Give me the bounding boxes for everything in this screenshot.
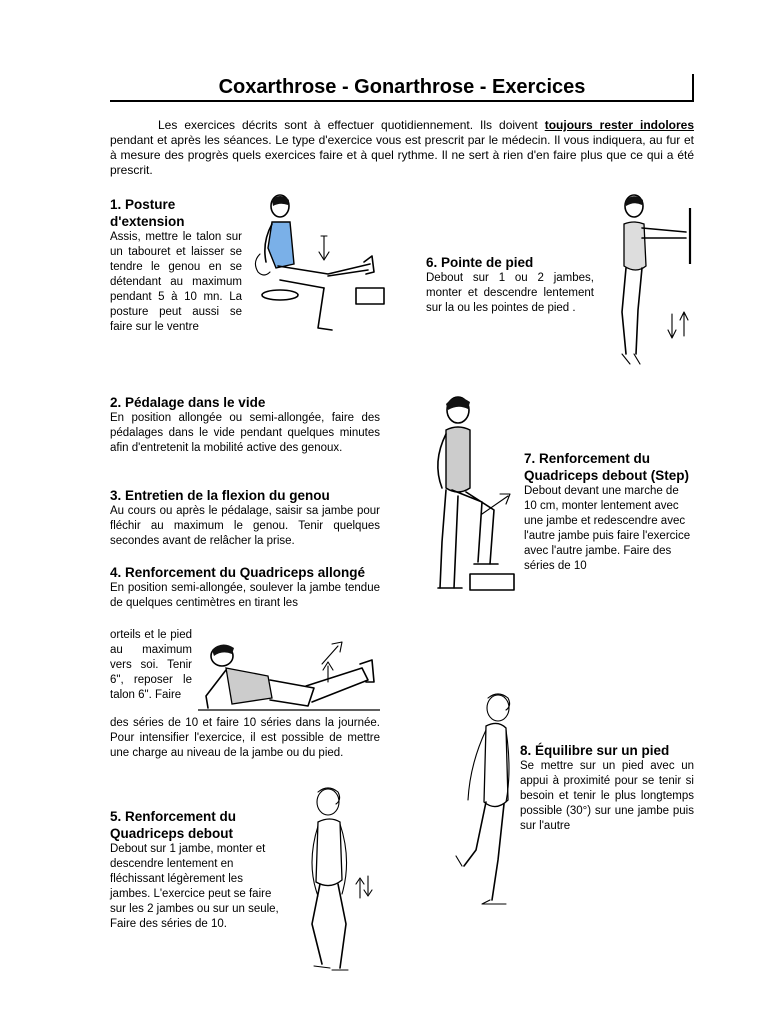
exercise-1-title: 1. Posture d'extension — [110, 197, 185, 229]
exercise-2-text: En position allongée ou semi-allongée, faire des pédalages dans le vide pendant quelques minutes afin d'entretenit la mobilité active des genoux. — [110, 412, 380, 454]
exercise-5 — [110, 808, 280, 932]
exercise-4-text-top: En position semi-allongée, soulever la jambe tendue de quelques centimètres en tirant les — [110, 582, 380, 609]
title-rule — [692, 74, 694, 102]
step-up-illustration — [424, 392, 524, 596]
exercise-6-text: Debout sur 1 ou 2 jambes, monter et descendre lentement sur la ou les pointes de pied . — [426, 272, 594, 314]
exercise-3 — [110, 487, 380, 549]
exercise-3-text: Au cours ou après le pédalage, saisir sa jambe pour fléchir au maximum le genou. Tenir quelques secondes avant de relâcher la prise. — [110, 505, 380, 547]
single-leg-balance-illustration — [446, 690, 526, 914]
page-title: Coxarthrose - Gonarthrose - Exercices — [110, 74, 694, 102]
exercise-3-title: 3. Entretien de la flexion du genou — [110, 488, 330, 503]
lying-leg-raise-illustration — [196, 636, 382, 716]
exercise-8-text: Se mettre sur un pied avec un appui à proximité pour se tenir si besoin et tenir le plus longtemps possible (30°) sur une jambe puis sur l'autre — [520, 760, 694, 832]
exercise-7-title: 7. Renforcement du Quadriceps debout (Step) — [524, 451, 690, 483]
exercise-1 — [110, 196, 242, 335]
exercise-5-text: Debout sur 1 jambe, monter et descendre lentement en fléchissant légèrement les jambes. L'exercice peut se faire sur les 2 jambes ou sur un seule, Faire des séries de 10. — [110, 843, 279, 930]
exercise-4-text-side: orteils et le pied au maximum vers soi. Tenir 6", reposer le talon 6". Faire — [110, 629, 192, 701]
exercise-4-text-bottom: des séries de 10 et faire 10 séries dans la journée. Pour intensifier l'exercice, il est possible de mettre une charge au niveau de la jambe ou du pied. — [110, 717, 380, 759]
seated-leg-extension-illustration — [246, 192, 396, 342]
intro-text-1: Les exercices décrits sont à effectuer quotidiennement. Ils doivent — [158, 118, 545, 132]
exercise-8 — [520, 742, 694, 834]
exercise-4 — [110, 564, 380, 611]
intro-paragraph — [110, 118, 694, 178]
exercise-1-text: Assis, mettre le talon sur un tabouret et laisser se tendre le genou en se détendant au maximum pendant 5 à 10 mn. La posture peut aussi se faire sur le ventre — [110, 231, 242, 333]
exercise-6 — [426, 254, 594, 316]
exercise-7-text: Debout devant une marche de 10 cm, monter lentement avec une jambe et redescendre avec l'autre jambe puis faire l'exercice avec l'autre jambe. Faire des séries de 10 — [524, 485, 691, 572]
standing-knee-bend-illustration — [292, 784, 388, 980]
intro-emphasis: toujours rester indolores — [544, 118, 694, 132]
exercise-2 — [110, 394, 380, 456]
exercise-2-title: 2. Pédalage dans le vide — [110, 395, 266, 410]
intro-text-2: pendant et après les séances. Le type d'exercice vous est prescrit par le médecin. Il vous indiquera, au fur et à mesure des progrès quels exercices faire et à quel rythme. Il ne sert à rien d'en faire plus que ce qui a été prescrit. — [110, 133, 694, 177]
tiptoe-raise-illustration — [596, 192, 700, 372]
exercise-7 — [524, 450, 692, 574]
exercise-8-title: 8. Équilibre sur un pied — [520, 743, 670, 758]
exercise-6-title: 6. Pointe de pied — [426, 255, 534, 270]
exercise-4-title: 4. Renforcement du Quadriceps allongé — [110, 565, 366, 580]
exercise-5-title: 5. Renforcement du Quadriceps debout — [110, 809, 237, 841]
